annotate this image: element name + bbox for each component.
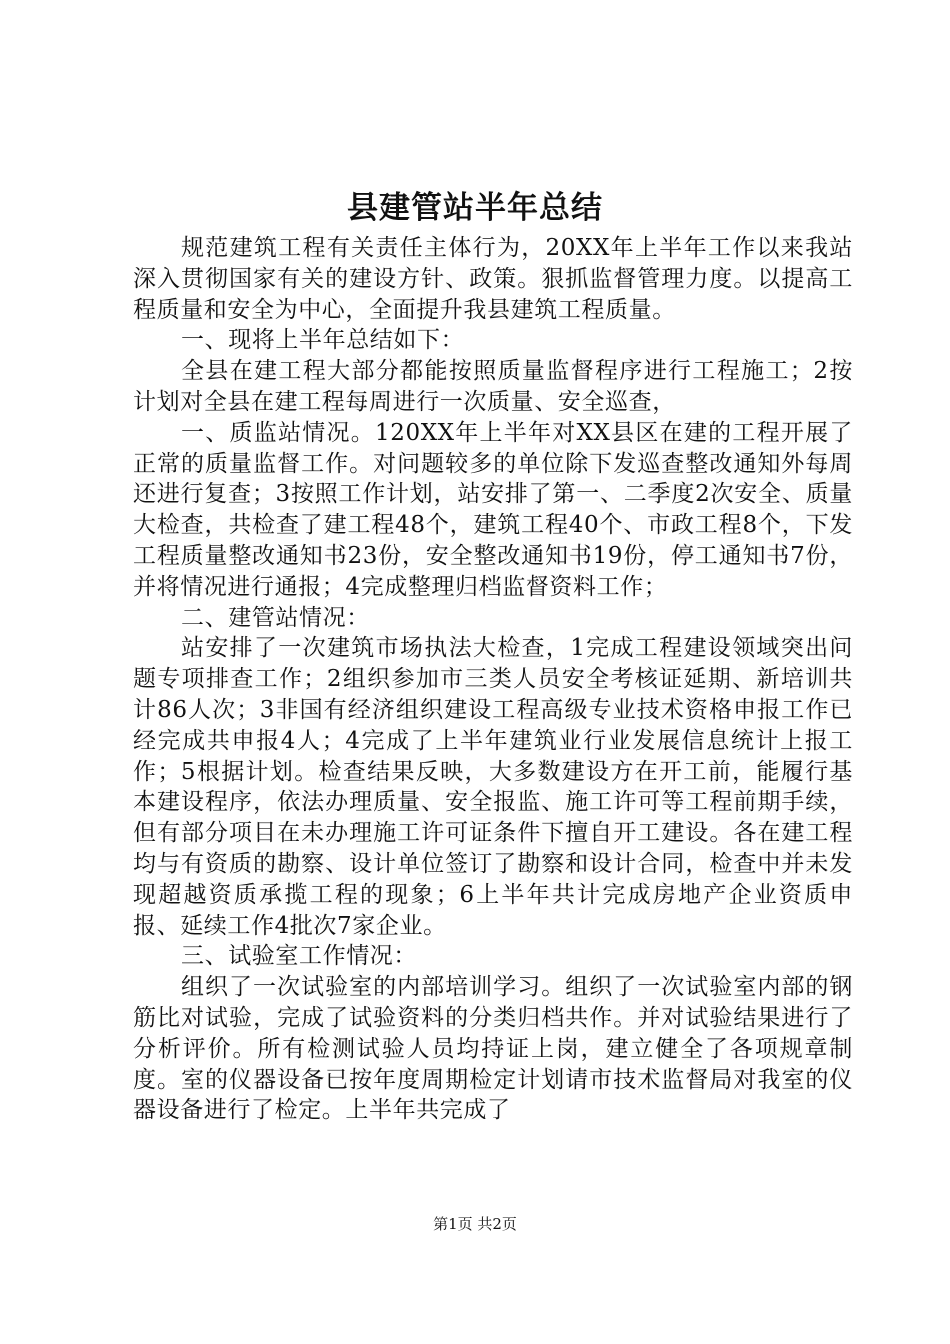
- paragraph-intro: 规范建筑工程有关责任主体行为，20XX年上半年工作以来我站深入贯彻国家有关的建设方针、政策。狠抓监督管理力度。以提高工程质量和安全为中心，全面提升我县建筑工程质量。: [133, 235, 853, 323]
- document-title: 县建管站半年总结: [347, 190, 603, 226]
- paragraph-quality-station: 一、质监站情况。120XX年上半年对XX县区在建的工程开展了正常的质量监督工作。对问题较多的单位除下发巡查整改通知外每周还进行复查；3按照工作计划，站安排了第一、二季度2次安全、质量大检查，共检查了建工程48个，建筑工程40个、市政工程8个，下发工程质量整改通知书23份，安全整改通知书19份，停工通知书7份，并将情况进行通报；4完成整理归档监督资料工作；: [133, 419, 853, 600]
- paragraph-management-station: 站安排了一次建筑市场执法大检查，1完成工程建设领域突出问题专项排查工作；2组织参加市三类人员安全考核证延期、新培训共计86人次；3非国有经济组织建设工程高级专业技术资格申报工作已经完成共申报4人；4完成了上半年建筑业行业发展信息统计上报工作；5根据计划。检查结果反映，大多数建设方在开工前，能履行基本建设程序，依法办理质量、安全报监、施工许可等工程前期手续，但有部分项目在未办理施工许可证条件下擅自开工建设。各在建工程均与有资质的勘察、设计单位签订了勘察和设计合同，检查中并未发现超越资质承揽工程的现象；6上半年共计完成房地产企业资质申报、延续工作4批次7家企业。: [133, 635, 853, 939]
- page-footer: 第1页 共2页: [433, 1215, 517, 1233]
- paragraph-summary-heading: 一、现将上半年总结如下：: [181, 327, 465, 354]
- paragraph-lab-heading: 三、试验室工作情况：: [181, 943, 417, 970]
- paragraph-management-heading: 二、建管站情况：: [181, 604, 370, 631]
- paragraph-overall: 全县在建工程大部分都能按照质量监督程序进行工程施工；2按计划对全县在建工程每周进行一次质量、安全巡查，: [133, 358, 853, 415]
- document-body: [133, 233, 853, 1126]
- paragraph-lab-work: 组织了一次试验室的内部培训学习。组织了一次试验室内部的钢筋比对试验，完成了试验资料的分类归档共作。并对试验结果进行了分析评价。所有检测试验人员均持证上岗，建立健全了各项规章制度。室的仪器设备已按年度周期检定计划请市技术监督局对我室的仪器设备进行了检定。上半年共完成了: [133, 974, 853, 1124]
